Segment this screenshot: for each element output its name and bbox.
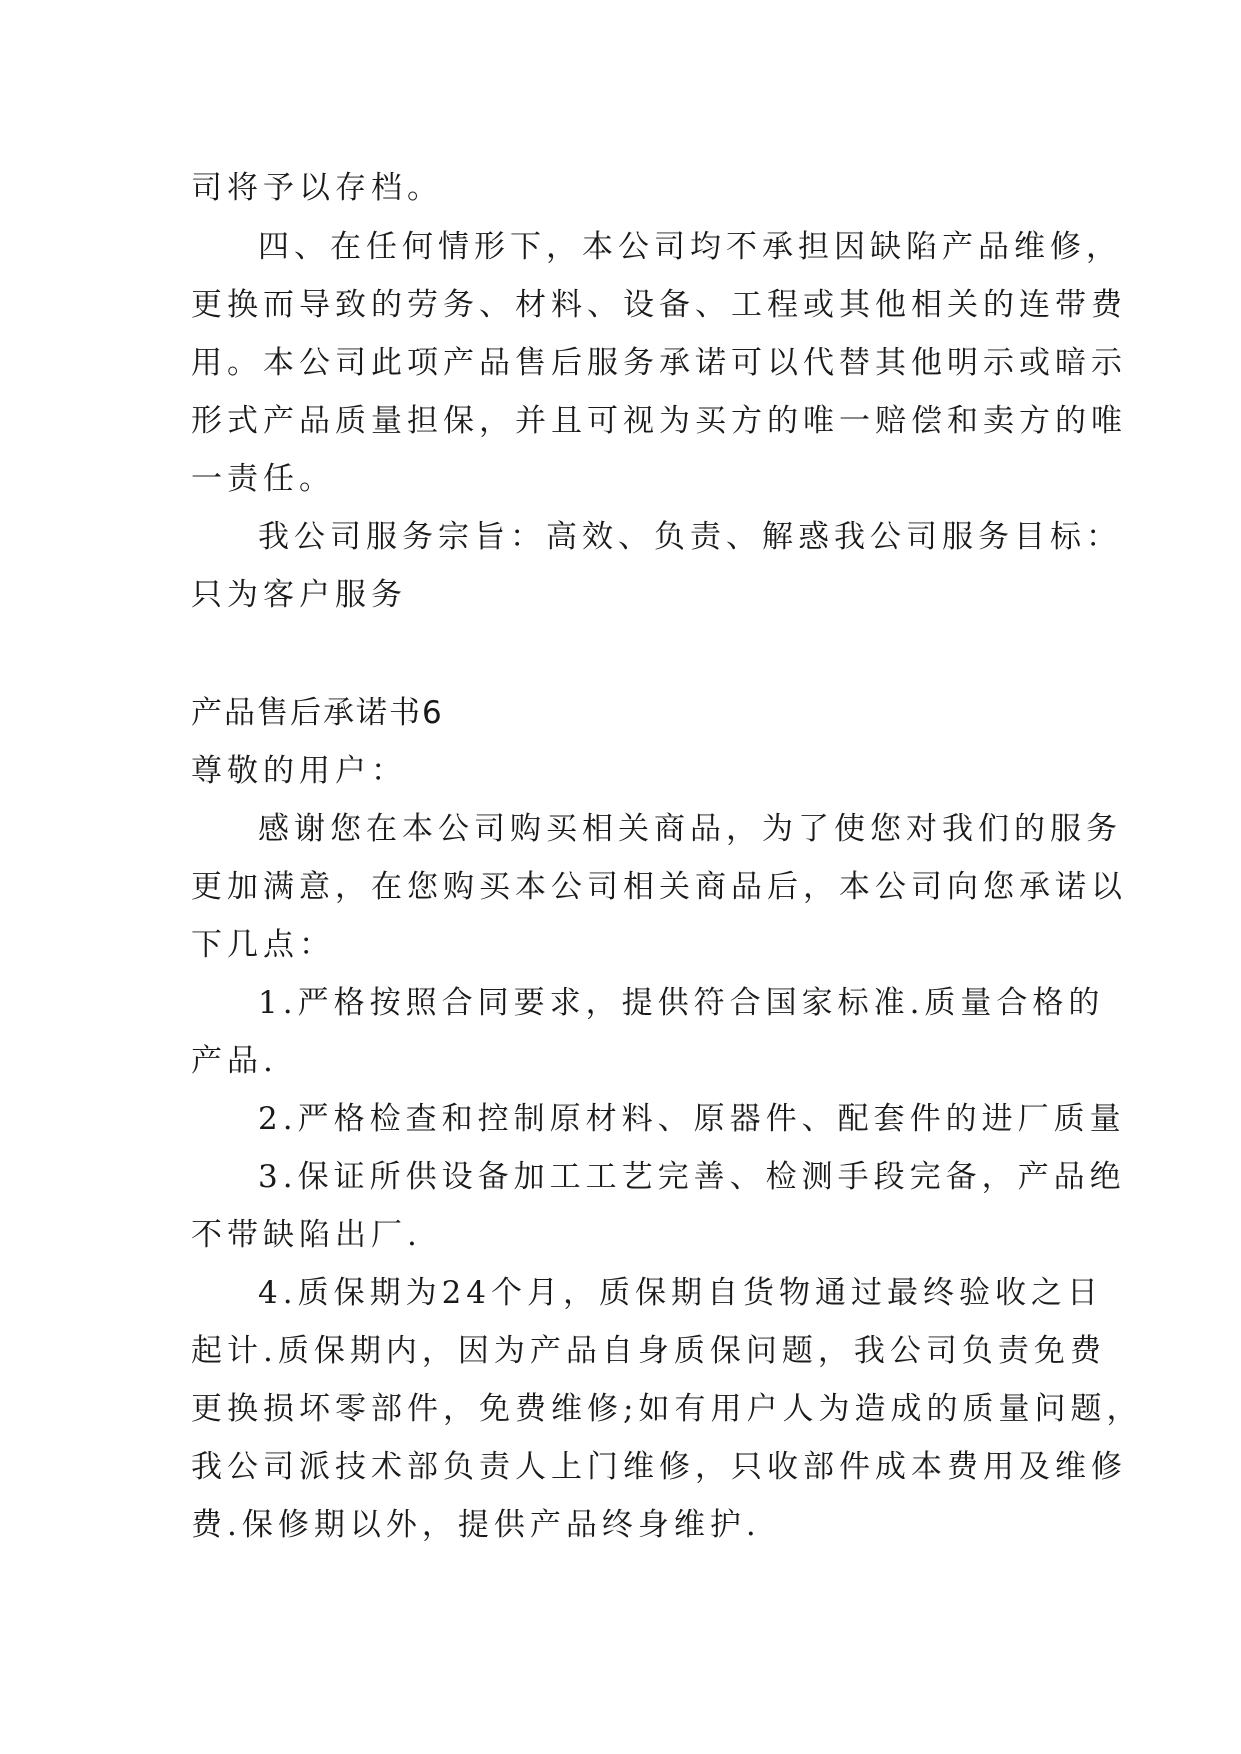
list-item: 1.严格按照合同要求，提供符合国家标准.质量合格的 xyxy=(258,985,1105,1021)
text-line: 形式产品质量担保，并且可视为买方的唯一赔偿和卖方的唯 xyxy=(191,403,1127,439)
text-line: 更加满意，在您购买本公司相关商品后，本公司向您承诺以 xyxy=(191,869,1127,905)
text-line: 不带缺陷出厂. xyxy=(191,1217,422,1253)
list-item: 3.保证所供设备加工工艺完善、检测手段完备，产品绝 xyxy=(258,1159,1126,1195)
text-line: 用。本公司此项产品售后服务承诺可以代替其他明示或暗示 xyxy=(191,345,1127,381)
text-line: 四、在任何情形下，本公司均不承担因缺陷产品维修， xyxy=(258,229,1122,265)
text-line: 更换而导致的劳务、材料、设备、工程或其他相关的连带费 xyxy=(191,287,1127,323)
text-line: 司将予以存档。 xyxy=(191,170,443,206)
text-line: 我公司派技术部负责人上门维修，只收部件成本费用及维修 xyxy=(191,1449,1127,1485)
text-line: 下几点： xyxy=(191,927,335,963)
text-line: 产品. xyxy=(191,1043,278,1079)
text-line: 费.保修期以外，提供产品终身维护. xyxy=(191,1507,761,1543)
list-item: 2.严格检查和控制原材料、原器件、配套件的进厂质量 xyxy=(258,1101,1126,1137)
text-line: 一责任。 xyxy=(191,461,335,497)
text-line: 起计.质保期内，因为产品自身质保问题，我公司负责免费 xyxy=(191,1333,1106,1369)
text-line: 更换损坏零部件，免费维修;如有用户人为造成的质量问题， xyxy=(191,1391,1143,1427)
text-line: 感谢您在本公司购买相关商品，为了使您对我们的服务 xyxy=(258,811,1122,847)
text-line: 只为客户服务 xyxy=(191,577,407,613)
section-heading: 产品售后承诺书6 xyxy=(191,695,444,731)
text-line: 我公司服务宗旨：高效、负责、解惑我公司服务目标： xyxy=(258,519,1122,555)
salutation: 尊敬的用户： xyxy=(191,753,407,789)
list-item: 4.质保期为24个月，质保期自货物通过最终验收之日 xyxy=(258,1275,1104,1311)
